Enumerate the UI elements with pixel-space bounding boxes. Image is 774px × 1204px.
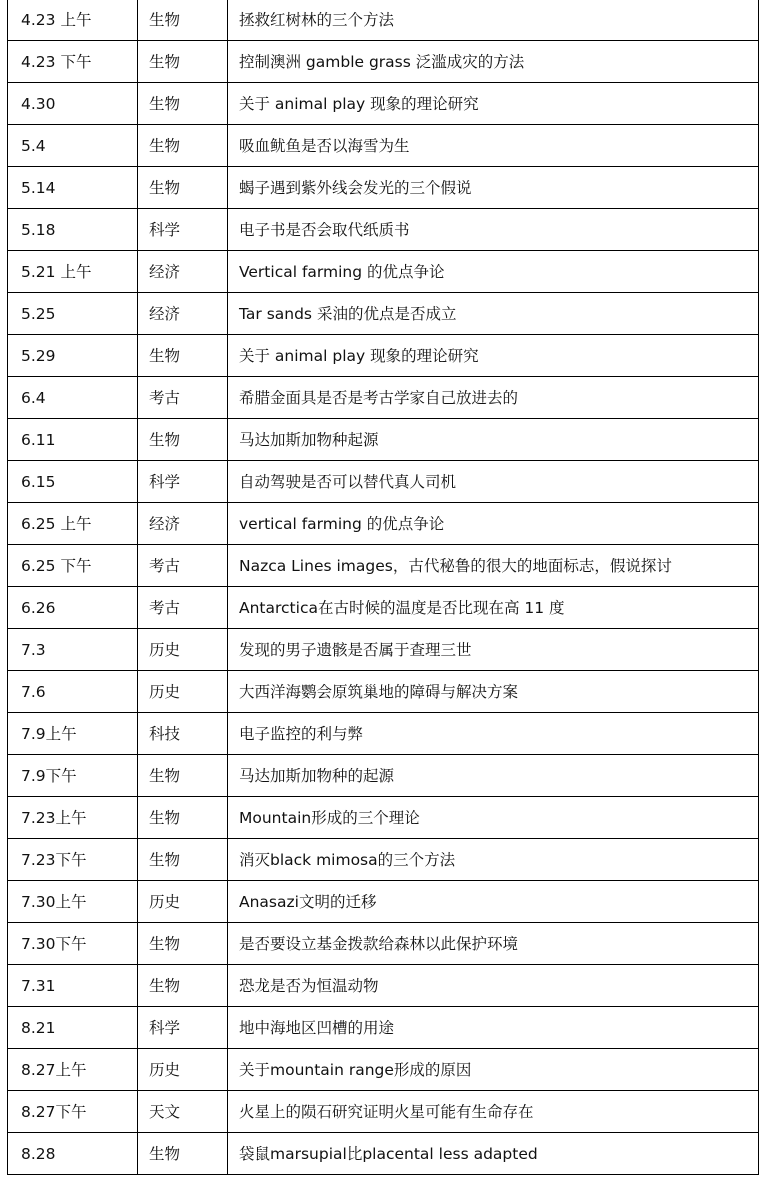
topic-cell: Antarctica在古时候的温度是否比现在高 11 度 xyxy=(228,587,759,629)
date-cell: 6.25 上午 xyxy=(8,503,138,545)
topic-cell: 消灭black mimosa的三个方法 xyxy=(228,839,759,881)
table-row xyxy=(8,1091,759,1133)
table-row xyxy=(8,1133,759,1175)
topic-cell: 吸血鱿鱼是否以海雪为生 xyxy=(228,125,759,167)
date-cell: 7.3 xyxy=(8,629,138,671)
topic-cell: 马达加斯加物种的起源 xyxy=(228,755,759,797)
topic-cell: 自动驾驶是否可以替代真人司机 xyxy=(228,461,759,503)
category-cell: 考古 xyxy=(138,377,228,419)
date-cell: 5.4 xyxy=(8,125,138,167)
date-cell: 7.31 xyxy=(8,965,138,1007)
topic-cell: Tar sands 采油的优点是否成立 xyxy=(228,293,759,335)
table-row xyxy=(8,797,759,839)
date-cell: 7.30上午 xyxy=(8,881,138,923)
category-cell: 经济 xyxy=(138,503,228,545)
date-cell: 8.27下午 xyxy=(8,1091,138,1133)
table-row xyxy=(8,377,759,419)
topic-cell: Vertical farming 的优点争论 xyxy=(228,251,759,293)
category-cell: 生物 xyxy=(138,419,228,461)
table-row xyxy=(8,503,759,545)
table-row xyxy=(8,0,759,41)
table-row xyxy=(8,587,759,629)
table-row xyxy=(8,251,759,293)
topic-cell: 是否要设立基金拨款给森林以此保护环境 xyxy=(228,923,759,965)
topic-cell: Anasazi文明的迁移 xyxy=(228,881,759,923)
topics-table-body xyxy=(8,0,759,1175)
category-cell: 生物 xyxy=(138,41,228,83)
category-cell: 生物 xyxy=(138,839,228,881)
category-cell: 科技 xyxy=(138,713,228,755)
date-cell: 7.9下午 xyxy=(8,755,138,797)
category-cell: 生物 xyxy=(138,125,228,167)
table-row xyxy=(8,965,759,1007)
category-cell: 科学 xyxy=(138,461,228,503)
date-cell: 6.26 xyxy=(8,587,138,629)
date-cell: 5.14 xyxy=(8,167,138,209)
category-cell: 历史 xyxy=(138,671,228,713)
category-cell: 生物 xyxy=(138,167,228,209)
table-row xyxy=(8,545,759,587)
topics-table xyxy=(7,0,759,1175)
date-cell: 4.23 下午 xyxy=(8,41,138,83)
table-row xyxy=(8,167,759,209)
table-row xyxy=(8,1049,759,1091)
topic-cell: 地中海地区凹槽的用途 xyxy=(228,1007,759,1049)
table-row xyxy=(8,335,759,377)
category-cell: 历史 xyxy=(138,1049,228,1091)
topic-cell: 关于 animal play 现象的理论研究 xyxy=(228,335,759,377)
category-cell: 历史 xyxy=(138,629,228,671)
date-cell: 7.30下午 xyxy=(8,923,138,965)
topic-cell: 电子书是否会取代纸质书 xyxy=(228,209,759,251)
date-cell: 5.29 xyxy=(8,335,138,377)
category-cell: 科学 xyxy=(138,1007,228,1049)
table-row xyxy=(8,461,759,503)
category-cell: 生物 xyxy=(138,0,228,41)
category-cell: 生物 xyxy=(138,965,228,1007)
date-cell: 6.15 xyxy=(8,461,138,503)
topic-cell: 恐龙是否为恒温动物 xyxy=(228,965,759,1007)
category-cell: 生物 xyxy=(138,1133,228,1175)
topic-cell: 火星上的陨石研究证明火星可能有生命存在 xyxy=(228,1091,759,1133)
table-row xyxy=(8,209,759,251)
category-cell: 历史 xyxy=(138,881,228,923)
topic-cell: 蝎子遇到紫外线会发光的三个假说 xyxy=(228,167,759,209)
date-cell: 8.27上午 xyxy=(8,1049,138,1091)
topic-cell: 大西洋海鹦会原筑巢地的障碍与解决方案 xyxy=(228,671,759,713)
table-row xyxy=(8,83,759,125)
table-row xyxy=(8,419,759,461)
topic-cell: 希腊金面具是否是考古学家自己放进去的 xyxy=(228,377,759,419)
category-cell: 生物 xyxy=(138,335,228,377)
table-row xyxy=(8,839,759,881)
date-cell: 6.4 xyxy=(8,377,138,419)
topic-cell: 拯救红树林的三个方法 xyxy=(228,0,759,41)
topic-cell: 关于mountain range形成的原因 xyxy=(228,1049,759,1091)
table-row xyxy=(8,671,759,713)
table-row xyxy=(8,293,759,335)
table-row xyxy=(8,629,759,671)
topic-cell: Mountain形成的三个理论 xyxy=(228,797,759,839)
date-cell: 5.18 xyxy=(8,209,138,251)
topic-cell: vertical farming 的优点争论 xyxy=(228,503,759,545)
date-cell: 5.25 xyxy=(8,293,138,335)
date-cell: 7.6 xyxy=(8,671,138,713)
category-cell: 天文 xyxy=(138,1091,228,1133)
topic-cell: Nazca Lines images，古代秘鲁的很大的地面标志，假说探讨 xyxy=(228,545,759,587)
table-row xyxy=(8,755,759,797)
topic-cell: 控制澳洲 gamble grass 泛滥成灾的方法 xyxy=(228,41,759,83)
date-cell: 7.23上午 xyxy=(8,797,138,839)
date-cell: 8.28 xyxy=(8,1133,138,1175)
topic-cell: 发现的男子遗骸是否属于查理三世 xyxy=(228,629,759,671)
table-row xyxy=(8,1007,759,1049)
date-cell: 7.9上午 xyxy=(8,713,138,755)
date-cell: 7.23下午 xyxy=(8,839,138,881)
category-cell: 经济 xyxy=(138,293,228,335)
category-cell: 经济 xyxy=(138,251,228,293)
table-row xyxy=(8,713,759,755)
date-cell: 4.30 xyxy=(8,83,138,125)
category-cell: 生物 xyxy=(138,797,228,839)
category-cell: 考古 xyxy=(138,545,228,587)
topic-cell: 马达加斯加物种起源 xyxy=(228,419,759,461)
category-cell: 生物 xyxy=(138,83,228,125)
category-cell: 考古 xyxy=(138,587,228,629)
date-cell: 8.21 xyxy=(8,1007,138,1049)
topic-cell: 关于 animal play 现象的理论研究 xyxy=(228,83,759,125)
date-cell: 5.21 上午 xyxy=(8,251,138,293)
category-cell: 科学 xyxy=(138,209,228,251)
date-cell: 6.11 xyxy=(8,419,138,461)
table-row xyxy=(8,41,759,83)
table-row xyxy=(8,125,759,167)
category-cell: 生物 xyxy=(138,923,228,965)
date-cell: 4.23 上午 xyxy=(8,0,138,41)
topic-cell: 电子监控的利与弊 xyxy=(228,713,759,755)
table-row xyxy=(8,923,759,965)
category-cell: 生物 xyxy=(138,755,228,797)
date-cell: 6.25 下午 xyxy=(8,545,138,587)
topic-cell: 袋鼠marsupial比placental less adapted xyxy=(228,1133,759,1175)
table-row xyxy=(8,881,759,923)
